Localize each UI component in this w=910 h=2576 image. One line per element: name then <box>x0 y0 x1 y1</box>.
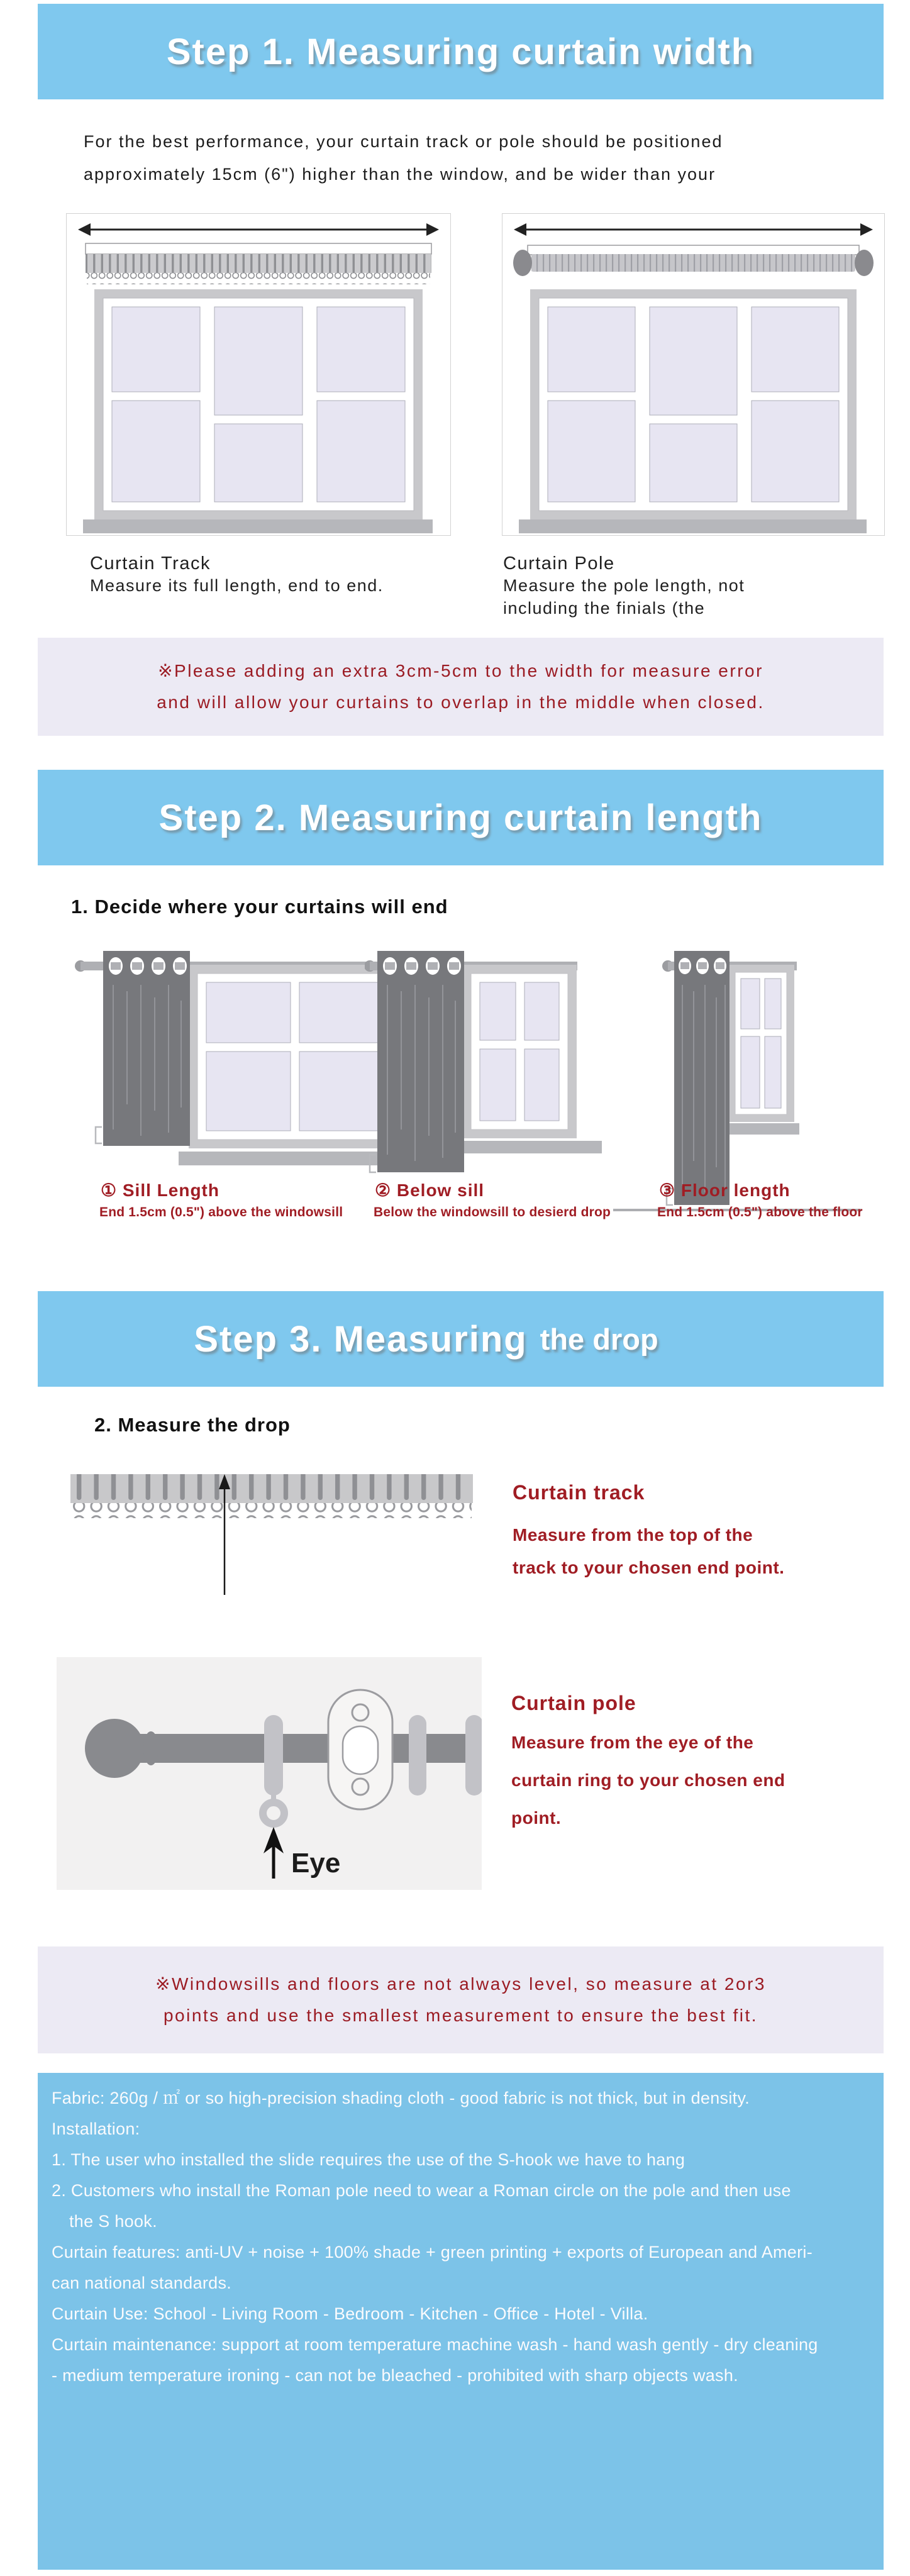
track-caption-title: Curtain Track <box>90 553 211 574</box>
step1-intro-line1: For the best performance, your curtain track or pole should be positioned <box>84 132 723 151</box>
footer-line: Curtain Use: School - Living Room - Bedroom - Kitchen - Office - Hotel - Villa. <box>52 2304 648 2323</box>
pole-caption-body1: Measure the pole length, not <box>503 576 745 595</box>
finial-left <box>513 250 532 276</box>
finial-right <box>855 250 874 276</box>
end-marker <box>370 1155 376 1172</box>
windowsill <box>519 519 867 533</box>
width-measure-note <box>38 638 884 736</box>
step1-intro-line2: approximately 15cm (6") higher than the window, and be wider than your <box>84 165 716 184</box>
track-drop-diagram <box>70 1469 476 1601</box>
eye-label: Eye <box>291 1848 341 1879</box>
windowsill <box>83 519 433 533</box>
wall-bracket <box>328 1690 392 1809</box>
pole-window-diagram <box>502 214 883 534</box>
footer-line: - medium temperature ironing - can not be bleached - prohibited with sharp objects wash. <box>52 2366 738 2385</box>
floor-length-diagram <box>613 947 862 1219</box>
footer-line: Curtain maintenance: support at room temperature machine wash - hand wash gently - dry cleaning <box>52 2335 818 2354</box>
pole-ring <box>465 1715 482 1796</box>
sill-length-label: ① Sill Length <box>101 1180 219 1200</box>
sill-length-desc: End 1.5cm (0.5") above the windowsill <box>99 1205 343 1219</box>
step3-title-sub: the drop <box>540 1322 658 1356</box>
below-sill-label: ② Below sill <box>375 1180 485 1200</box>
curtain-track <box>86 254 431 284</box>
track-drop-body2: track to your chosen end point. <box>513 1558 785 1577</box>
note-line2: and will allow your curtains to overlap in the middle when closed. <box>157 692 765 712</box>
note-line1: ※Windowsills and floors are not always level, so measure at 2or3 <box>155 1974 766 1994</box>
note-line1: ※Please adding an extra 3cm-5cm to the width for measure error <box>158 661 763 680</box>
curtain <box>377 951 464 1172</box>
pole-drop-body2: curtain ring to your chosen end <box>511 1770 785 1790</box>
floor-length-desc: End 1.5cm (0.5") above the floor <box>657 1205 863 1219</box>
grommets <box>679 958 726 974</box>
footer-line: 1. The user who installed the slide requires the use of the S-hook we have to hang <box>52 2150 685 2169</box>
track-drop-title: Curtain track <box>513 1481 645 1504</box>
width-arrow <box>78 223 439 236</box>
window <box>94 289 423 519</box>
footer-line: the S hook. <box>69 2212 157 2231</box>
track-drop-body1: Measure from the top of the <box>513 1525 753 1545</box>
below-sill-desc: Below the windowsill to desierd drop <box>374 1205 611 1219</box>
curtain <box>103 951 190 1146</box>
windowsill <box>455 1141 602 1153</box>
track-caption-body: Measure its full length, end to end. <box>90 576 384 595</box>
pole-caption-body2: including the finials (the <box>503 599 706 618</box>
pole-bracket-line <box>528 245 859 255</box>
pole-drop-body1: Measure from the eye of the <box>511 1733 754 1752</box>
note-line2: points and use the smallest measurement to ensure the best fit. <box>163 2006 758 2025</box>
below-sill-diagram <box>365 947 629 1179</box>
footer-line: can national standards. <box>52 2273 232 2292</box>
pole-window-diagram-box <box>502 213 885 536</box>
step3-title-main: Step 3. Measuring <box>194 1318 528 1360</box>
footer-line: Installation: <box>52 2119 140 2138</box>
track-window-diagram <box>67 214 449 534</box>
end-marker <box>96 1127 102 1143</box>
step3-banner <box>38 1291 884 1387</box>
pole-drop-body3: point. <box>511 1808 562 1828</box>
finial-ball <box>85 1719 144 1778</box>
step2-title: Step 2. Measuring curtain length <box>158 797 763 838</box>
window <box>462 965 577 1138</box>
product-details-footer <box>38 2073 884 2570</box>
step1-title: Step 1. Measuring curtain width <box>166 31 755 72</box>
track-window-diagram-box <box>66 213 451 536</box>
footer-line: Curtain features: anti-UV + noise + 100% shade + green printing + exports of European and Ameri- <box>52 2243 813 2262</box>
pole-drop-title: Curtain pole <box>511 1692 636 1714</box>
floor-length-label: ③ Floor length <box>659 1180 791 1200</box>
step1-banner <box>38 4 884 99</box>
track-fascia <box>86 243 431 254</box>
width-arrow <box>514 223 873 236</box>
pole-caption-title: Curtain Pole <box>503 553 615 574</box>
windowsill <box>721 1123 799 1135</box>
step2-heading: 1. Decide where your curtains will end <box>71 896 448 918</box>
curtain-track <box>70 1474 473 1518</box>
step2-banner <box>38 770 884 865</box>
pole-eye-diagram <box>57 1657 482 1890</box>
window <box>530 289 857 519</box>
window <box>728 965 794 1122</box>
drop-measure-note <box>38 1946 884 2053</box>
step3-heading: 2. Measure the drop <box>94 1414 291 1436</box>
curtain <box>674 951 730 1205</box>
footer-line: 2. Customers who install the Roman pole need to wear a Roman circle on the pole and then use <box>52 2181 791 2200</box>
pole-ring <box>409 1715 426 1796</box>
footer-line: Fabric: 260g / ㎡ or so high-precision shading cloth - good fabric is not thick, but in density. <box>52 2089 750 2107</box>
